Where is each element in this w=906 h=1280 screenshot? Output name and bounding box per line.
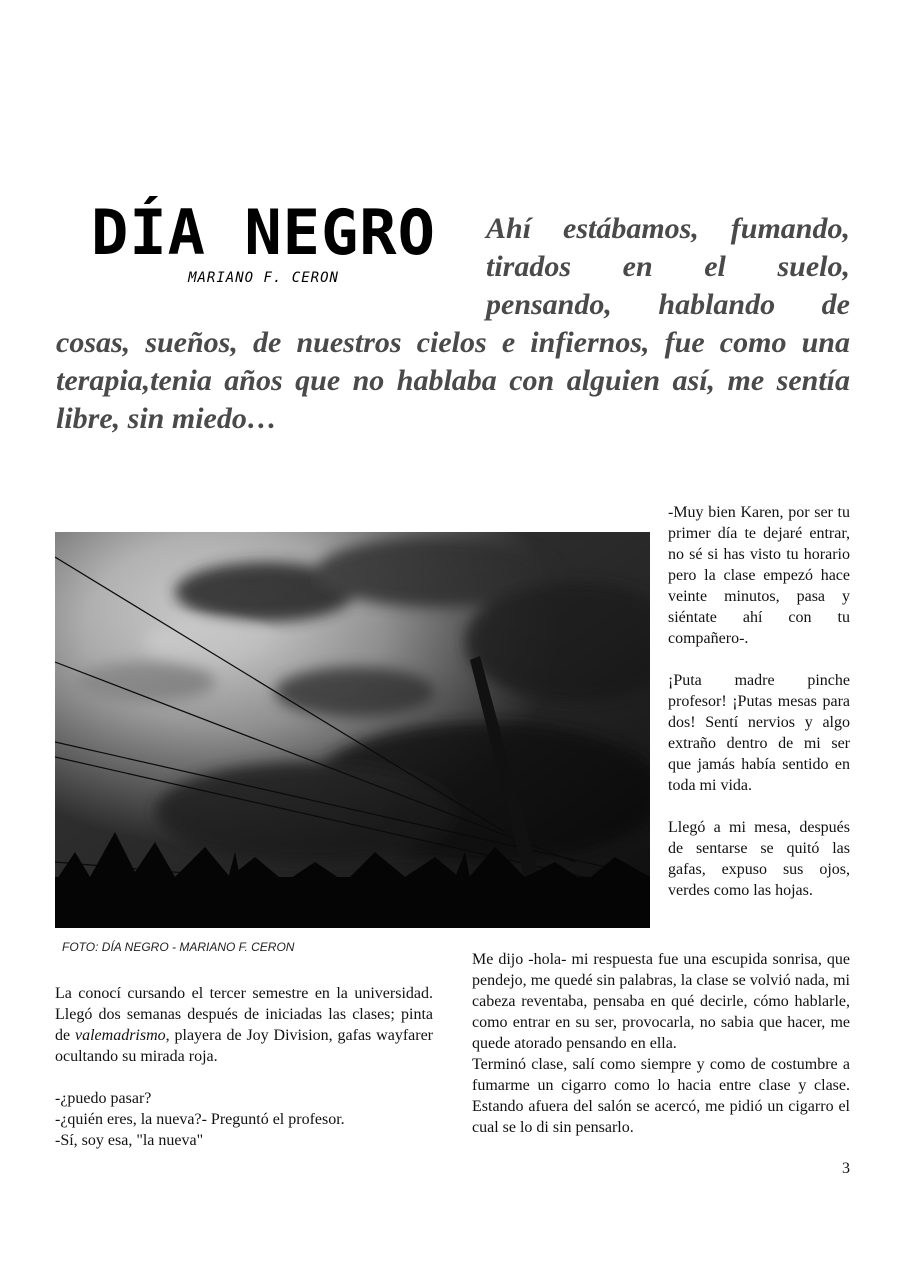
dialogue-line: -Sí, soy esa, "la nueva"	[55, 1132, 204, 1149]
dialogue-line: -¿quién eres, la nueva?- Preguntó el profesor.	[55, 1111, 345, 1128]
paragraph-text: , playera de Joy Division, gafas wayfarer ocultando su mirada roja.	[55, 1027, 434, 1065]
paragraph-text: La conocí cursando el tercer semestre en la universidad. Llegó dos semanas después de iniciadas las clases; pinta de	[55, 985, 433, 1044]
paragraph: Llegó a mi mesa, después de sentarse se quitó las gafas, expuso sus ojos, verdes como las hojas.	[668, 819, 850, 899]
dialogue-line: -¿puedo pasar?	[55, 1090, 152, 1107]
sky-photo	[55, 532, 650, 928]
page-number: 3	[842, 1160, 850, 1177]
paragraph	[55, 983, 433, 1067]
paragraph: ¡Puta madre pinche profesor! ¡Putas mesas para dos! Sentí nervios y algo extraño dentro de mi ser que jamás había sentido en toda mi vida.	[668, 672, 850, 794]
article-title: DÍA NEGRO	[91, 196, 436, 269]
column-right-bottom	[472, 949, 850, 1138]
article-author: MARIANO F. CERON	[188, 270, 339, 286]
column-left	[55, 983, 433, 1151]
column-right-top	[668, 502, 850, 901]
paragraph: -Muy bien Karen, por ser tu primer día te dejaré entrar, no sé si has visto tu horario pero la clase empezó hace veinte minutos, pasa y siéntate ahí con tu compañero-.	[668, 504, 850, 647]
lead-paragraph-block	[56, 210, 850, 438]
paragraph: Terminó clase, salí como siempre y como de costumbre a fumarme un cigarro como lo hacia entre clase y clase. Estando afuera del salón se acercó, me pidió un cigarro el cual se lo di sin pensarlo.	[472, 1056, 850, 1136]
emphasis-text: valemadrismo	[74, 1027, 166, 1044]
photo-caption: FOTO: DÍA NEGRO - MARIANO F. CERON	[62, 940, 295, 954]
paragraph: Me dijo -hola- mi respuesta fue una escupida sonrisa, que pendejo, me quedé sin palabras, la clase se volvió nada, mi cabeza reventaba, pensaba en qué decirle, cómo hablarle, como entrar en su ser, provocarla, no sabia que hacer, me quede atorado pensando en ella.	[472, 951, 850, 1052]
lead-text: Ahí estábamos, fumando, tirados en el suelo, pensando, hablando de cosas, sueños, de nuestros cielos e infiernos, fue como una terapia,tenia años que no hablaba con alguien así, me sentía libre, sin miedo…	[56, 212, 850, 435]
